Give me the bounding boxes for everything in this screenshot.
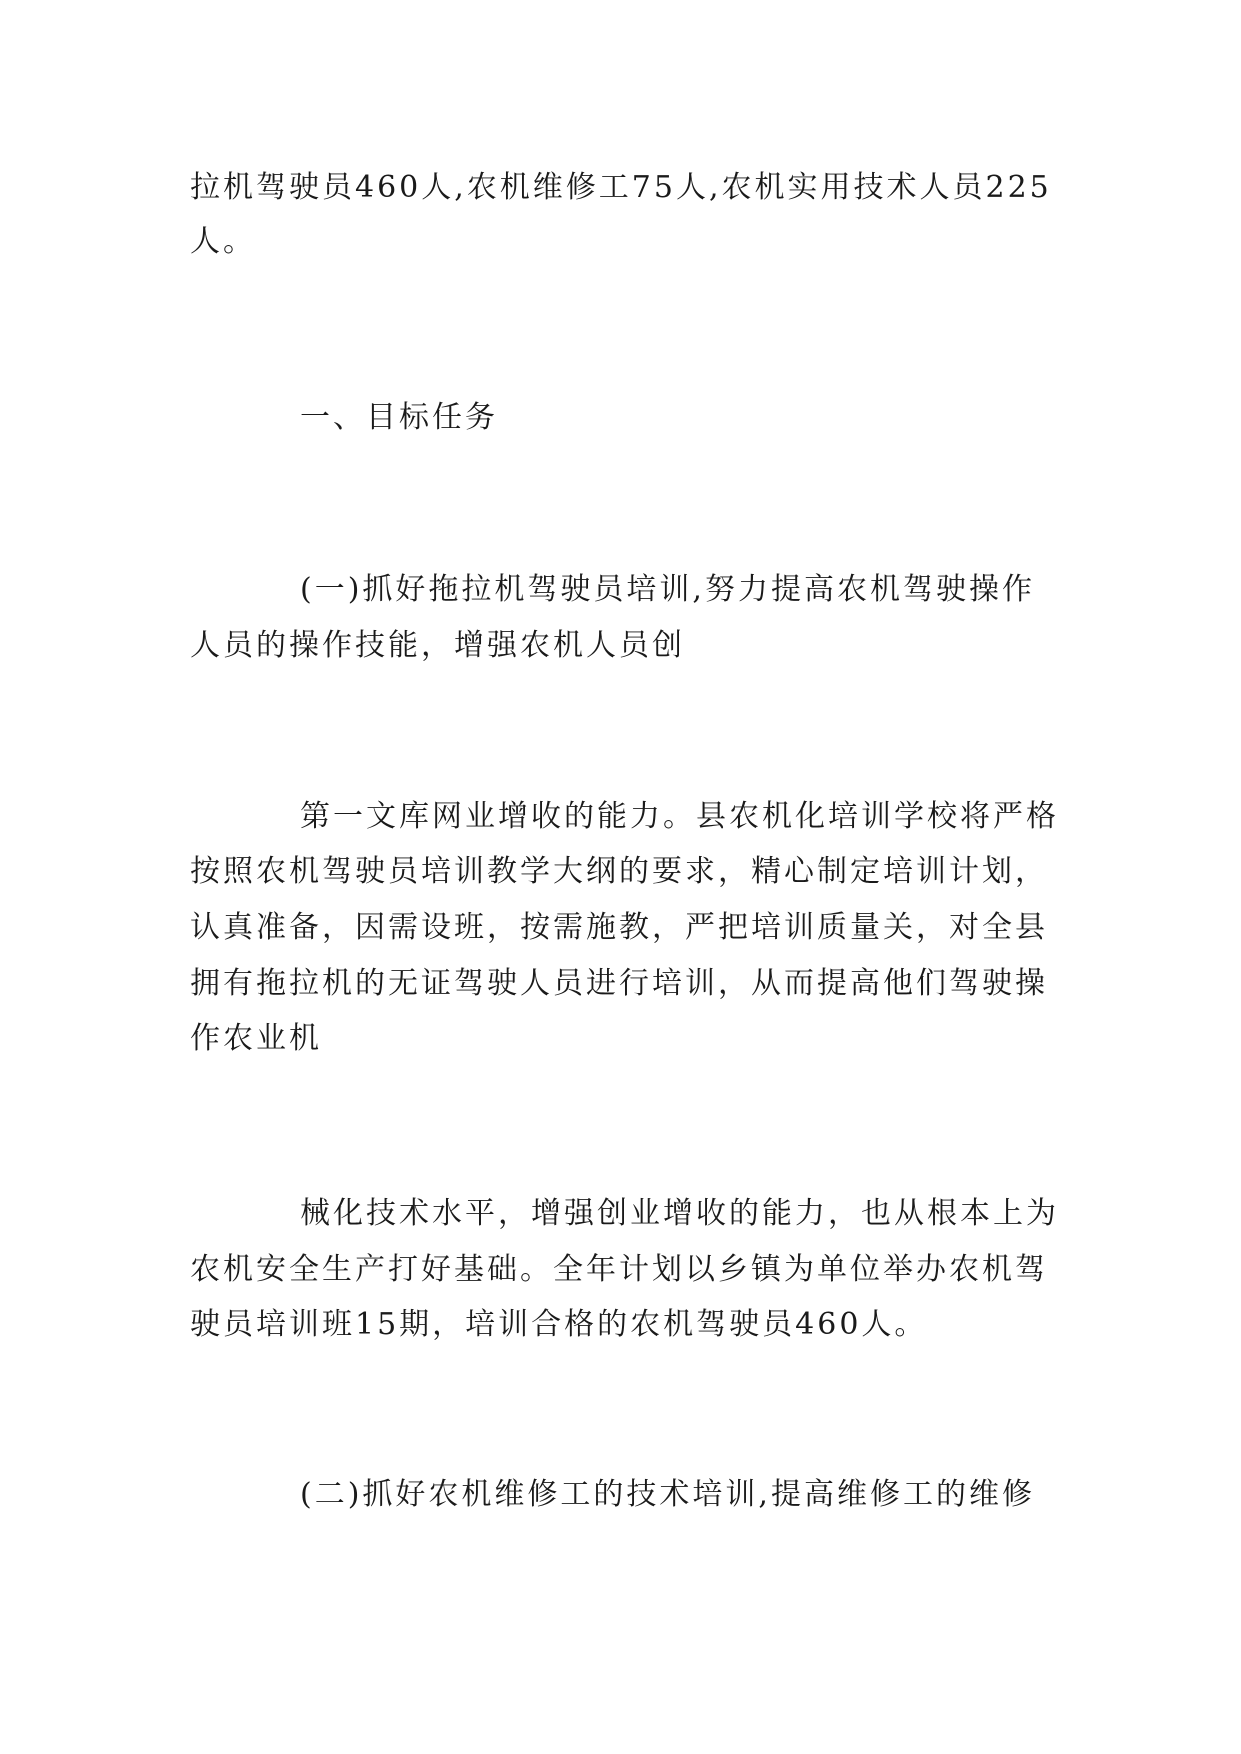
paragraph-line: 农机安全生产打好基础。全年计划以乡镇为单位举办农机驾 bbox=[190, 1252, 1048, 1287]
paragraph-line: (二)抓好农机维修工的技术培训,提高维修工的维修 bbox=[300, 1477, 1035, 1512]
paragraph-line: 械化技术水平，增强创业增收的能力，也从根本上为 bbox=[300, 1196, 1059, 1231]
paragraph-line: 人。 bbox=[190, 224, 256, 259]
paragraph-line: 驶员培训班15期，培训合格的农机驾驶员460人。 bbox=[190, 1307, 928, 1342]
section-heading: 一、目标任务 bbox=[300, 400, 498, 435]
paragraph-line: 认真准备，因需设班，按需施教，严把培训质量关，对全县 bbox=[190, 910, 1048, 945]
paragraph-line: 拉机驾驶员460人,农机维修工75人,农机实用技术人员225 bbox=[190, 170, 1052, 205]
paragraph-line: 拥有拖拉机的无证驾驶人员进行培训，从而提高他们驾驶操 bbox=[190, 966, 1048, 1001]
paragraph-line: 按照农机驾驶员培训教学大纲的要求，精心制定培训计划， bbox=[190, 854, 1048, 889]
paragraph-line: 人员的操作技能，增强农机人员创 bbox=[190, 628, 685, 663]
paragraph-line: (一)抓好拖拉机驾驶员培训,努力提高农机驾驶操作 bbox=[300, 572, 1035, 607]
paragraph-line: 作农业机 bbox=[190, 1021, 322, 1056]
paragraph-line: 第一文库网业增收的能力。县农机化培训学校将严格 bbox=[300, 799, 1059, 834]
